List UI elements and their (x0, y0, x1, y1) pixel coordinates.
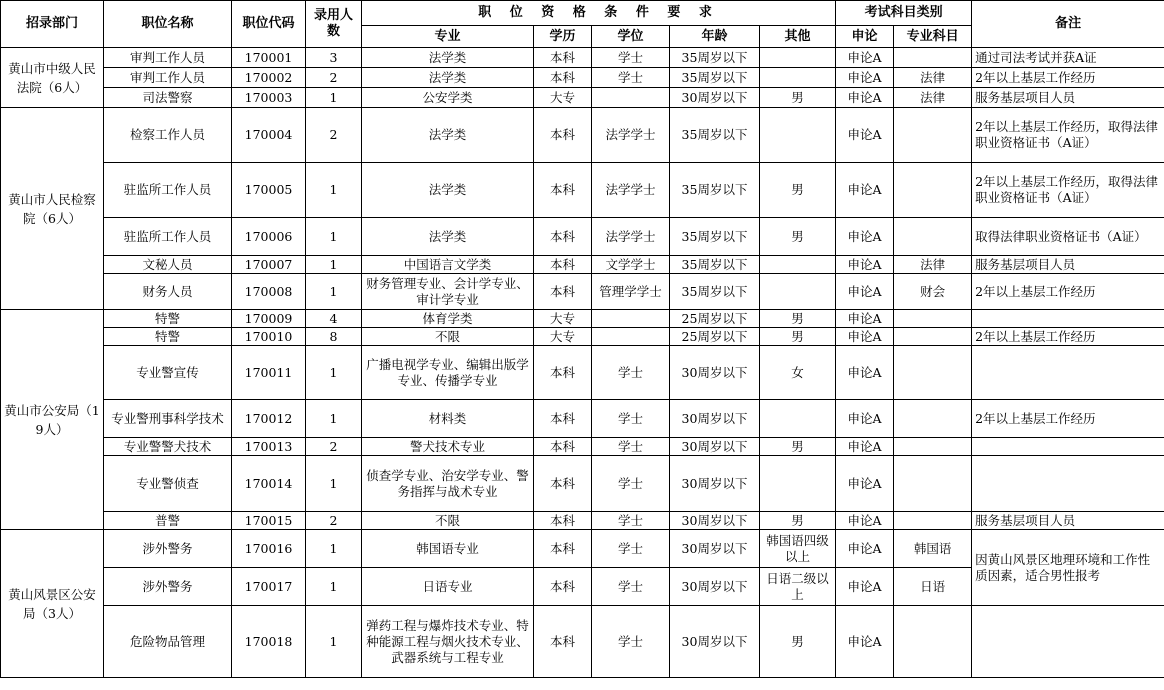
education-cell: 本科 (534, 530, 592, 568)
table-row (1, 256, 1164, 274)
note-cell: 2年以上基层工作经历 (972, 68, 1164, 88)
subject-cell: 日语 (894, 568, 972, 606)
count-cell: 2 (306, 108, 362, 163)
education-cell: 本科 (534, 274, 592, 310)
table-row (1, 88, 1164, 108)
table-row (1, 512, 1164, 530)
table-row (1, 274, 1164, 310)
other-cell (760, 456, 836, 512)
table-row (1, 456, 1164, 512)
subject-cell (894, 400, 972, 438)
degree-cell: 法学学士 (592, 108, 670, 163)
code-cell: 170002 (232, 68, 306, 88)
position-cell: 涉外警务 (104, 568, 232, 606)
degree-cell: 学士 (592, 456, 670, 512)
position-cell: 司法警察 (104, 88, 232, 108)
essay-cell: 申论A (836, 530, 894, 568)
position-cell: 特警 (104, 310, 232, 328)
other-cell: 男 (760, 328, 836, 346)
education-cell: 本科 (534, 48, 592, 68)
count-cell: 1 (306, 456, 362, 512)
count-cell: 1 (306, 606, 362, 678)
other-cell (760, 256, 836, 274)
degree-cell: 管理学学士 (592, 274, 670, 310)
table-row (1, 48, 1164, 68)
position-cell: 文秘人员 (104, 256, 232, 274)
position-cell: 特警 (104, 328, 232, 346)
degree-cell: 学士 (592, 606, 670, 678)
header-essay: 申论 (836, 26, 894, 48)
position-cell: 驻监所工作人员 (104, 163, 232, 218)
note-cell (972, 346, 1164, 400)
age-cell: 35周岁以下 (670, 256, 760, 274)
major-cell: 警犬技术专业 (362, 438, 534, 456)
count-cell: 4 (306, 310, 362, 328)
subject-cell (894, 108, 972, 163)
code-cell: 170014 (232, 456, 306, 512)
major-cell: 不限 (362, 512, 534, 530)
age-cell: 25周岁以下 (670, 310, 760, 328)
subject-cell (894, 606, 972, 678)
code-cell: 170017 (232, 568, 306, 606)
major-cell: 广播电视学专业、编辑出版学专业、传播学专业 (362, 346, 534, 400)
header-qualification: 职 位 资 格 条 件 要 求 (362, 1, 836, 26)
header-exam: 考试科目类别 (836, 1, 972, 26)
count-cell: 1 (306, 530, 362, 568)
essay-cell: 申论A (836, 606, 894, 678)
major-cell: 法学类 (362, 48, 534, 68)
note-cell: 服务基层项目人员 (972, 256, 1164, 274)
table-row (1, 218, 1164, 256)
subject-cell (894, 328, 972, 346)
note-cell: 因黄山风景区地理环境和工作性质因素，适合男性报考 (972, 530, 1164, 606)
education-cell: 本科 (534, 108, 592, 163)
code-cell: 170012 (232, 400, 306, 438)
table-row (1, 310, 1164, 328)
header-dept: 招录部门 (1, 1, 104, 48)
position-cell: 专业警警犬技术 (104, 438, 232, 456)
age-cell: 30周岁以下 (670, 606, 760, 678)
code-cell: 170016 (232, 530, 306, 568)
other-cell (760, 108, 836, 163)
age-cell: 30周岁以下 (670, 512, 760, 530)
degree-cell: 学士 (592, 400, 670, 438)
note-cell (972, 456, 1164, 512)
age-cell: 30周岁以下 (670, 456, 760, 512)
table-row (1, 328, 1164, 346)
count-cell: 1 (306, 274, 362, 310)
table-row (1, 346, 1164, 400)
count-cell: 8 (306, 328, 362, 346)
count-cell: 2 (306, 438, 362, 456)
header-note: 备注 (972, 1, 1164, 48)
table-body (1, 48, 1164, 678)
dept-cell: 黄山风景区公安局（3人） (1, 530, 104, 678)
table-row (1, 163, 1164, 218)
education-cell: 本科 (534, 218, 592, 256)
age-cell: 35周岁以下 (670, 163, 760, 218)
other-cell: 男 (760, 218, 836, 256)
age-cell: 35周岁以下 (670, 218, 760, 256)
note-cell: 服务基层项目人员 (972, 88, 1164, 108)
subject-cell: 韩国语 (894, 530, 972, 568)
essay-cell: 申论A (836, 218, 894, 256)
table-row (1, 438, 1164, 456)
other-cell (760, 400, 836, 438)
count-cell: 1 (306, 256, 362, 274)
other-cell: 男 (760, 310, 836, 328)
essay-cell: 申论A (836, 274, 894, 310)
note-cell: 取得法律职业资格证书（A证） (972, 218, 1164, 256)
header-education: 学历 (534, 26, 592, 48)
education-cell: 本科 (534, 456, 592, 512)
degree-cell: 学士 (592, 438, 670, 456)
age-cell: 30周岁以下 (670, 346, 760, 400)
header-other: 其他 (760, 26, 836, 48)
code-cell: 170007 (232, 256, 306, 274)
subject-cell (894, 48, 972, 68)
degree-cell (592, 328, 670, 346)
code-cell: 170010 (232, 328, 306, 346)
age-cell: 35周岁以下 (670, 68, 760, 88)
education-cell: 本科 (534, 346, 592, 400)
education-cell: 本科 (534, 68, 592, 88)
count-cell: 1 (306, 346, 362, 400)
essay-cell: 申论A (836, 568, 894, 606)
code-cell: 170013 (232, 438, 306, 456)
major-cell: 财务管理专业、会计学专业、审计学专业 (362, 274, 534, 310)
major-cell: 侦查学专业、治安学专业、警务指挥与战术专业 (362, 456, 534, 512)
essay-cell: 申论A (836, 108, 894, 163)
position-cell: 专业警侦查 (104, 456, 232, 512)
table-row (1, 108, 1164, 163)
essay-cell: 申论A (836, 400, 894, 438)
header-major: 专业 (362, 26, 534, 48)
essay-cell: 申论A (836, 310, 894, 328)
degree-cell (592, 310, 670, 328)
age-cell: 30周岁以下 (670, 438, 760, 456)
major-cell: 法学类 (362, 218, 534, 256)
position-cell: 财务人员 (104, 274, 232, 310)
essay-cell: 申论A (836, 48, 894, 68)
header-age: 年龄 (670, 26, 760, 48)
position-cell: 涉外警务 (104, 530, 232, 568)
dept-cell: 黄山市人民检察院（6人） (1, 108, 104, 310)
subject-cell: 法律 (894, 68, 972, 88)
subject-cell: 财会 (894, 274, 972, 310)
essay-cell: 申论A (836, 328, 894, 346)
note-cell: 服务基层项目人员 (972, 512, 1164, 530)
note-cell (972, 310, 1164, 328)
count-cell: 2 (306, 512, 362, 530)
degree-cell: 法学学士 (592, 163, 670, 218)
essay-cell: 申论A (836, 68, 894, 88)
major-cell: 体育学类 (362, 310, 534, 328)
education-cell: 大专 (534, 88, 592, 108)
other-cell: 男 (760, 163, 836, 218)
count-cell: 3 (306, 48, 362, 68)
other-cell (760, 48, 836, 68)
position-cell: 驻监所工作人员 (104, 218, 232, 256)
major-cell: 不限 (362, 328, 534, 346)
education-cell: 本科 (534, 163, 592, 218)
essay-cell: 申论A (836, 346, 894, 400)
other-cell: 女 (760, 346, 836, 400)
major-cell: 日语专业 (362, 568, 534, 606)
degree-cell: 文学学士 (592, 256, 670, 274)
header-code: 职位代码 (232, 1, 306, 48)
count-cell: 1 (306, 400, 362, 438)
code-cell: 170005 (232, 163, 306, 218)
major-cell: 弹药工程与爆炸技术专业、特种能源工程与烟火技术专业、武器系统与工程专业 (362, 606, 534, 678)
header-degree: 学位 (592, 26, 670, 48)
header-count: 录用人数 (306, 1, 362, 48)
education-cell: 大专 (534, 328, 592, 346)
age-cell: 30周岁以下 (670, 530, 760, 568)
education-cell: 本科 (534, 438, 592, 456)
education-cell: 本科 (534, 606, 592, 678)
essay-cell: 申论A (836, 256, 894, 274)
major-cell: 法学类 (362, 68, 534, 88)
header-position: 职位名称 (104, 1, 232, 48)
degree-cell: 学士 (592, 568, 670, 606)
table-row (1, 400, 1164, 438)
code-cell: 170006 (232, 218, 306, 256)
age-cell: 35周岁以下 (670, 108, 760, 163)
code-cell: 170001 (232, 48, 306, 68)
code-cell: 170008 (232, 274, 306, 310)
position-cell: 专业警刑事科学技术 (104, 400, 232, 438)
essay-cell: 申论A (836, 456, 894, 512)
essay-cell: 申论A (836, 512, 894, 530)
major-cell: 韩国语专业 (362, 530, 534, 568)
code-cell: 170011 (232, 346, 306, 400)
degree-cell: 学士 (592, 530, 670, 568)
major-cell: 公安学类 (362, 88, 534, 108)
other-cell: 韩国语四级以上 (760, 530, 836, 568)
table-row (1, 68, 1164, 88)
note-cell: 2年以上基层工作经历，取得法律职业资格证书（A证） (972, 108, 1164, 163)
count-cell: 1 (306, 568, 362, 606)
other-cell: 日语二级以上 (760, 568, 836, 606)
subject-cell: 法律 (894, 256, 972, 274)
count-cell: 1 (306, 218, 362, 256)
subject-cell (894, 512, 972, 530)
code-cell: 170009 (232, 310, 306, 328)
age-cell: 25周岁以下 (670, 328, 760, 346)
other-cell (760, 274, 836, 310)
note-cell (972, 438, 1164, 456)
major-cell: 材料类 (362, 400, 534, 438)
age-cell: 35周岁以下 (670, 48, 760, 68)
education-cell: 本科 (534, 568, 592, 606)
degree-cell: 学士 (592, 512, 670, 530)
subject-cell (894, 218, 972, 256)
major-cell: 法学类 (362, 108, 534, 163)
age-cell: 30周岁以下 (670, 400, 760, 438)
position-cell: 危险物品管理 (104, 606, 232, 678)
major-cell: 法学类 (362, 163, 534, 218)
other-cell: 男 (760, 88, 836, 108)
code-cell: 170015 (232, 512, 306, 530)
code-cell: 170018 (232, 606, 306, 678)
subject-cell (894, 456, 972, 512)
other-cell: 男 (760, 438, 836, 456)
position-cell: 专业警宣传 (104, 346, 232, 400)
note-cell: 2年以上基层工作经历 (972, 400, 1164, 438)
essay-cell: 申论A (836, 163, 894, 218)
education-cell: 大专 (534, 310, 592, 328)
education-cell: 本科 (534, 400, 592, 438)
other-cell (760, 68, 836, 88)
degree-cell (592, 88, 670, 108)
essay-cell: 申论A (836, 88, 894, 108)
age-cell: 30周岁以下 (670, 568, 760, 606)
age-cell: 35周岁以下 (670, 274, 760, 310)
table-row (1, 530, 1164, 568)
degree-cell: 法学学士 (592, 218, 670, 256)
degree-cell: 学士 (592, 48, 670, 68)
subject-cell (894, 163, 972, 218)
other-cell: 男 (760, 512, 836, 530)
other-cell: 男 (760, 606, 836, 678)
position-cell: 审判工作人员 (104, 68, 232, 88)
note-cell: 2年以上基层工作经历 (972, 328, 1164, 346)
note-cell: 通过司法考试并获A证 (972, 48, 1164, 68)
code-cell: 170003 (232, 88, 306, 108)
subject-cell (894, 310, 972, 328)
code-cell: 170004 (232, 108, 306, 163)
degree-cell: 学士 (592, 346, 670, 400)
subject-cell (894, 438, 972, 456)
dept-cell: 黄山市公安局（19人） (1, 310, 104, 530)
education-cell: 本科 (534, 512, 592, 530)
note-cell: 2年以上基层工作经历，取得法律职业资格证书（A证） (972, 163, 1164, 218)
note-cell: 2年以上基层工作经历 (972, 274, 1164, 310)
count-cell: 2 (306, 68, 362, 88)
subject-cell (894, 346, 972, 400)
note-cell (972, 606, 1164, 678)
essay-cell: 申论A (836, 438, 894, 456)
count-cell: 1 (306, 163, 362, 218)
degree-cell: 学士 (592, 68, 670, 88)
header-subject: 专业科目 (894, 26, 972, 48)
position-cell: 检察工作人员 (104, 108, 232, 163)
dept-cell: 黄山市中级人民法院（6人） (1, 48, 104, 108)
age-cell: 30周岁以下 (670, 88, 760, 108)
count-cell: 1 (306, 88, 362, 108)
subject-cell: 法律 (894, 88, 972, 108)
position-cell: 普警 (104, 512, 232, 530)
major-cell: 中国语言文学类 (362, 256, 534, 274)
position-cell: 审判工作人员 (104, 48, 232, 68)
table-row (1, 606, 1164, 678)
education-cell: 本科 (534, 256, 592, 274)
